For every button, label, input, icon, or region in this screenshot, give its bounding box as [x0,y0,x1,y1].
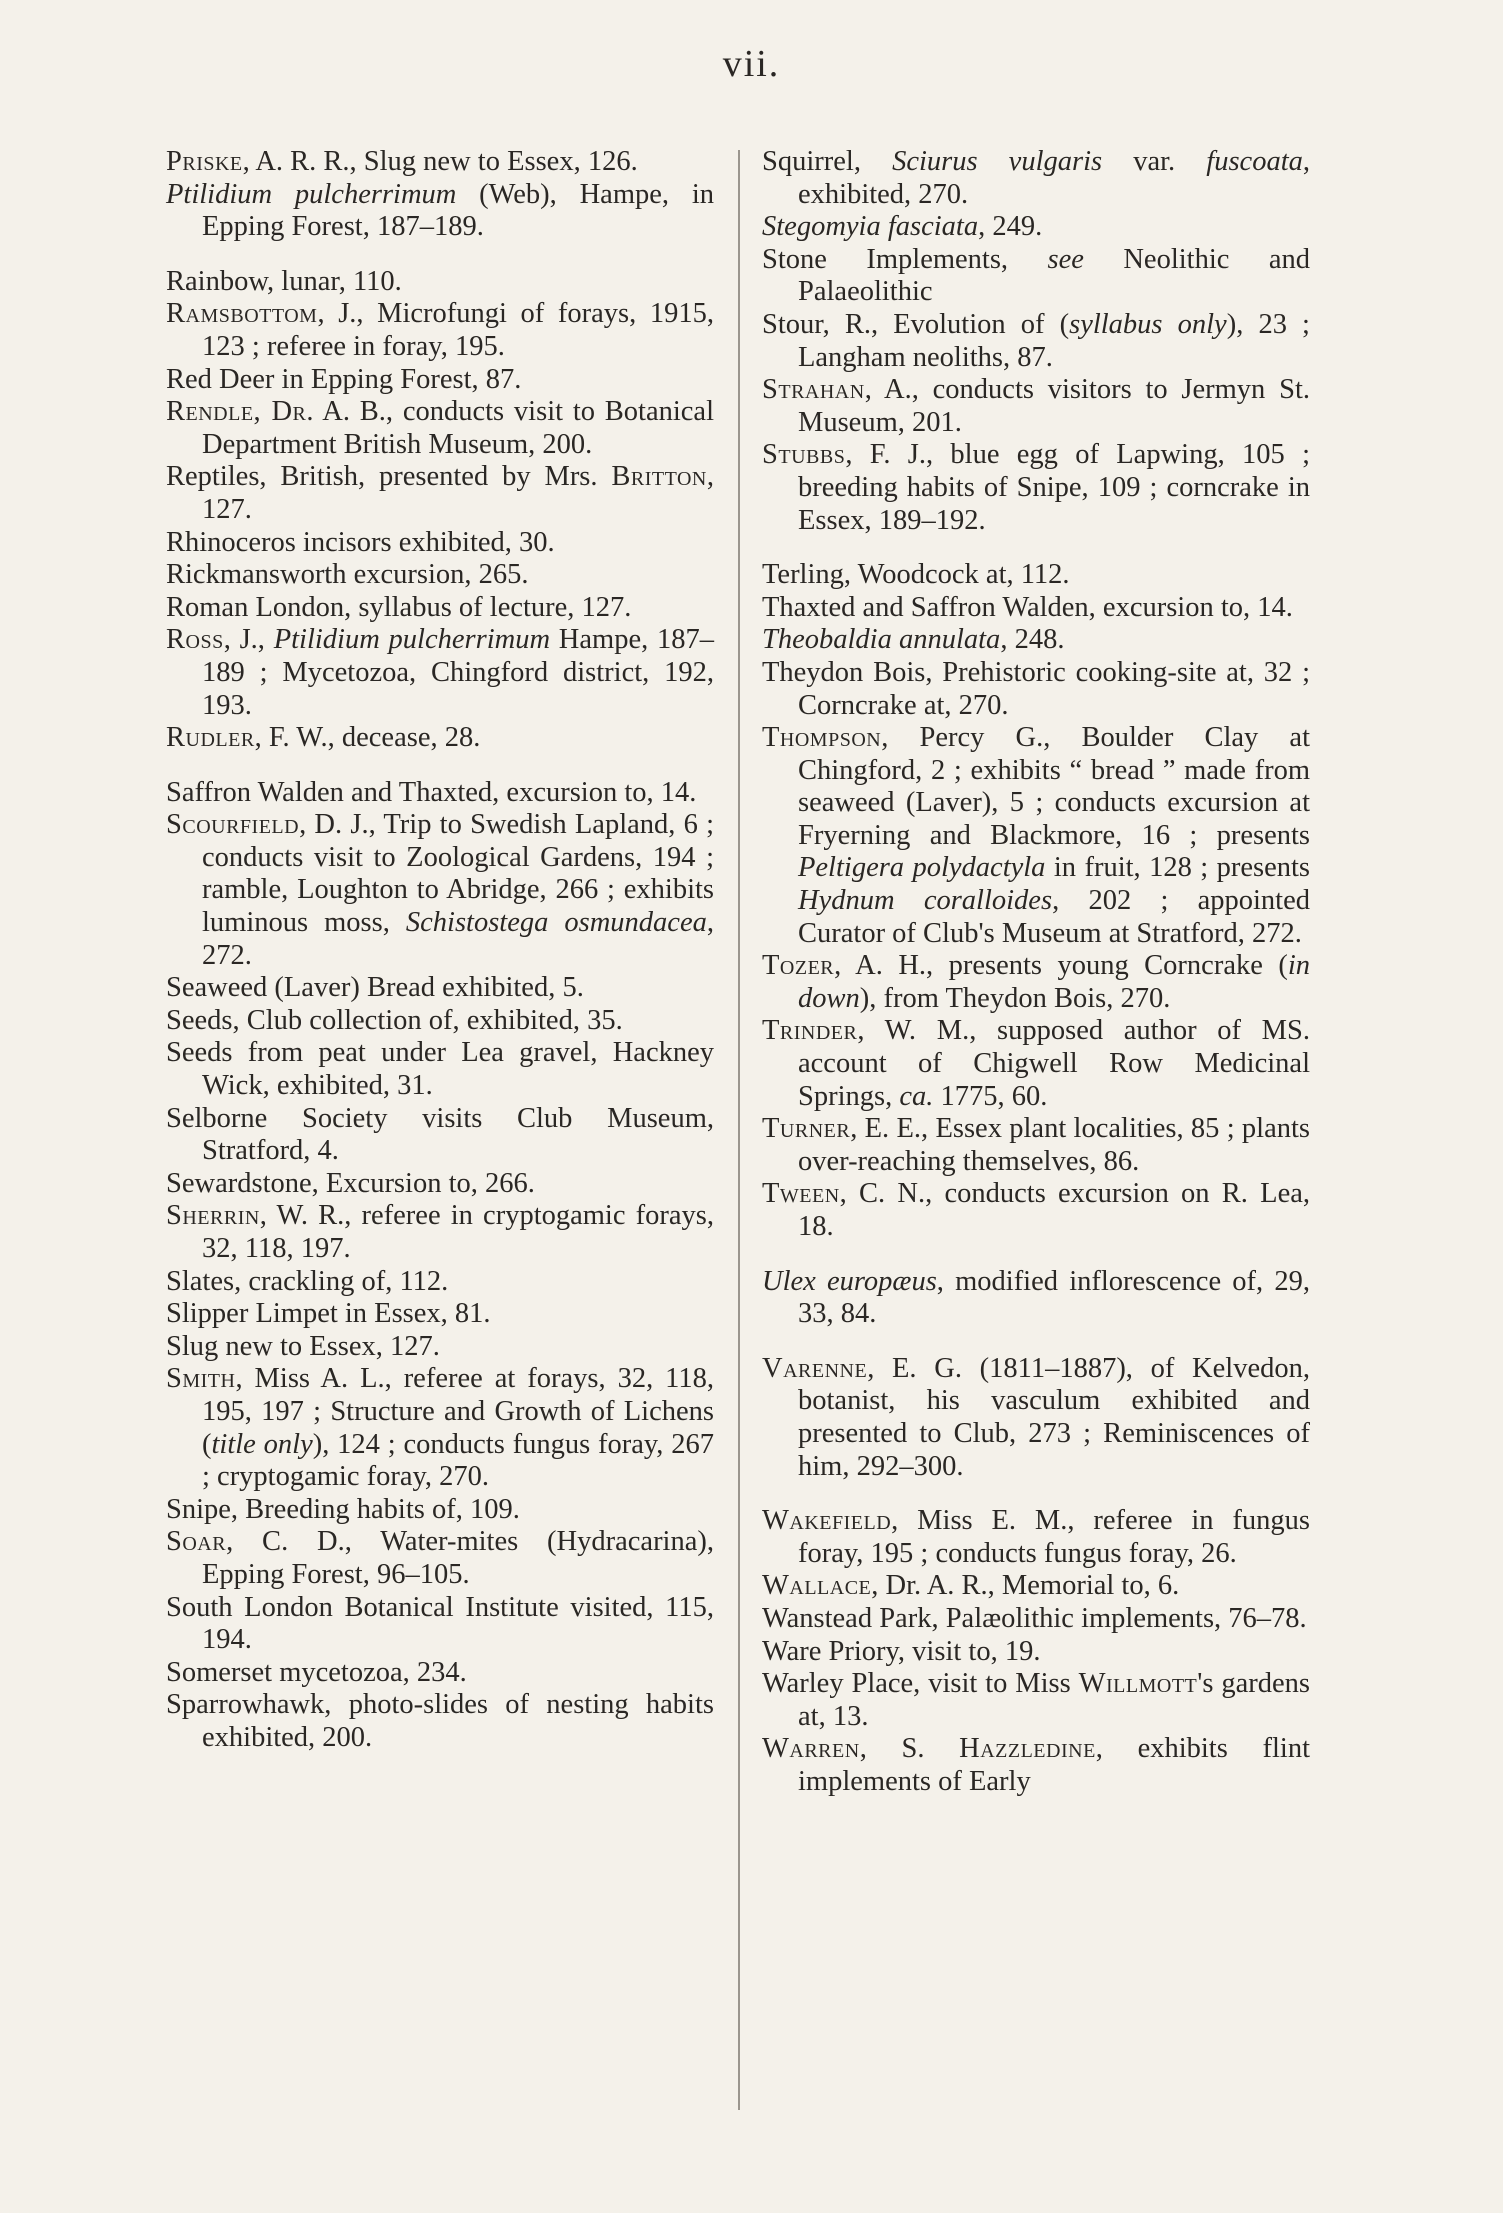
index-entry: Ware Priory, visit to, 19. [762,1635,1041,1667]
index-entry: Rudler, F. W., decease, 28. [166,722,481,754]
index-entry: Ross, J., Ptilidium pulcherrimum Hampe, 187–189 ; Mycetozoa, Chingford district, 192, 193. [166,624,714,721]
index-entry: Stour, R., Evolution of (syllabus only), 23 ; Langham neoliths, 87. [762,308,1310,373]
index-entry: Smith, Miss A. L., referee at forays, 32, 118, 195, 197 ; Structure and Growth of Lichens (title only), 124 ; conducts fungus foray, 267 ; cryptogamic foray, 270. [166,1363,714,1493]
index-entry: Sewardstone, Excursion to, 266. [166,1167,535,1199]
index-entry: Ulex europæus, modified inflorescence of, 29, 33, 84. [762,1265,1310,1330]
index-entry: Theobaldia annulata, 248. [762,624,1065,656]
index-entry: Theydon Bois, Prehistoric cooking-site at, 32 ; Corncrake at, 270. [762,656,1310,721]
index-entry: Wallace, Dr. A. R., Memorial to, 6. [762,1570,1180,1602]
index-entry: Ramsbottom, J., Microfungi of forays, 1915, 123 ; referee in foray, 195. [166,298,714,362]
index-entry: Scourfield, D. J., Trip to Swedish Lapland, 6 ; conducts visit to Zoological Gardens, 194 ; ramble, Loughton to Abridge, 266 ; exhibits luminous moss, Schistostega osmundacea, 272. [166,809,714,971]
index-entry: Rainbow, lunar, 110. [166,265,402,297]
index-entry: Turner, E. E., Essex plant localities, 85 ; plants over-reaching themselves, 86. [762,1113,1310,1177]
index-entry: Slates, crackling of, 112. [166,1265,449,1297]
index-entry: Stone Implements, see Neolithic and Palaeolithic [762,243,1310,308]
index-entry: Saffron Walden and Thaxted, excursion to, 14. [166,776,697,808]
column-divider [738,150,740,2110]
index-entry: Wakefield, Miss E. M., referee in fungus foray, 195 ; conducts fungus foray, 26. [762,1505,1310,1569]
index-entry: Seeds from peat under Lea gravel, Hackney Wick, exhibited, 31. [166,1037,714,1102]
index-entry: Ptilidium pulcherrimum (Web), Hampe, in Epping Forest, 187–189. [166,178,714,243]
index-entry: Varenne, E. G. (1811–1887), of Kelvedon, botanist, his vasculum exhibited and presented to Club, 273 ; Reminiscences of him, 292–300. [762,1352,1310,1482]
index-entry: Warley Place, visit to Miss Willmott's gardens at, 13. [762,1668,1311,1732]
index-entry: Sherrin, W. R., referee in cryptogamic forays, 32, 118, 197. [166,1200,714,1264]
index-entry: Seeds, Club collection of, exhibited, 35. [166,1004,623,1036]
index-entry: Stubbs, F. J., blue egg of Lapwing, 105 ; breeding habits of Snipe, 109 ; corncrake in Essex, 189–192. [762,439,1310,536]
index-entry: Trinder, W. M., supposed author of MS. account of Chigwell Row Medicinal Springs, ca. 1775, 60. [762,1015,1310,1112]
page-number: vii. [722,43,781,85]
index-entry: Slipper Limpet in Essex, 81. [166,1298,491,1330]
index-entry: Roman London, syllabus of lecture, 127. [166,591,632,623]
index-entry: Selborne Society visits Club Museum, Stratford, 4. [166,1102,714,1167]
index-entry: Stegomyia fasciata, 249. [762,211,1043,243]
index-entry: Sparrowhawk, photo-slides of nesting habits exhibited, 200. [166,1689,714,1753]
index-entry: Tozer, A. H., presents young Corncrake (in down), from Theydon Bois, 270. [762,950,1310,1014]
index-entry: Reptiles, British, presented by Mrs. Britton, 127. [166,461,714,525]
index-entry: Rendle, Dr. A. B., conducts visit to Botanical Department British Museum, 200. [166,396,715,460]
index-entry: Thaxted and Saffron Walden, excursion to, 14. [762,591,1293,623]
index-entry: Terling, Woodcock at, 112. [762,559,1070,591]
index-entry: Wanstead Park, Palæolithic implements, 76–78. [762,1602,1307,1634]
index-column-left [166,146,714,1755]
index-entry: Thompson, Percy G., Boulder Clay at Chingford, 2 ; exhibits “ bread ” made from seaweed (Laver), 5 ; conducts excursion at Fryerning and Blackmore, 16 ; presents Peltigera polydactyla in fruit, 128 ; presents Hydnum coralloides, 202 ; appointed Curator of Club's Museum at Stratford, 272. [762,722,1310,949]
index-entry: Slug new to Essex, 127. [166,1330,440,1362]
index-entry: Seaweed (Laver) Bread exhibited, 5. [166,972,584,1004]
index-entry: Squirrel, Sciurus vulgaris var. fuscoata, exhibited, 270. [762,146,1310,210]
index-entry: Warren, S. Hazzledine, exhibits flint implements of Early [762,1733,1310,1797]
index-entry: Snipe, Breeding habits of, 109. [166,1493,520,1525]
index-entry: Strahan, A., conducts visitors to Jermyn St. Museum, 201. [762,374,1310,438]
index-column-right [762,146,1310,1799]
index-entry: South London Botanical Institute visited, 115, 194. [166,1591,714,1656]
index-entry: Soar, C. D., Water-mites (Hydracarina), Epping Forest, 96–105. [166,1526,714,1590]
index-entry: Rickmansworth excursion, 265. [166,559,529,591]
index-entry: Somerset mycetozoa, 234. [166,1656,467,1688]
index-entry: Priske, A. R. R., Slug new to Essex, 126. [166,146,638,177]
index-entry: Tween, C. N., conducts excursion on R. Lea, 18. [762,1178,1310,1242]
index-entry: Red Deer in Epping Forest, 87. [166,363,522,395]
index-entry: Rhinoceros incisors exhibited, 30. [166,526,555,558]
